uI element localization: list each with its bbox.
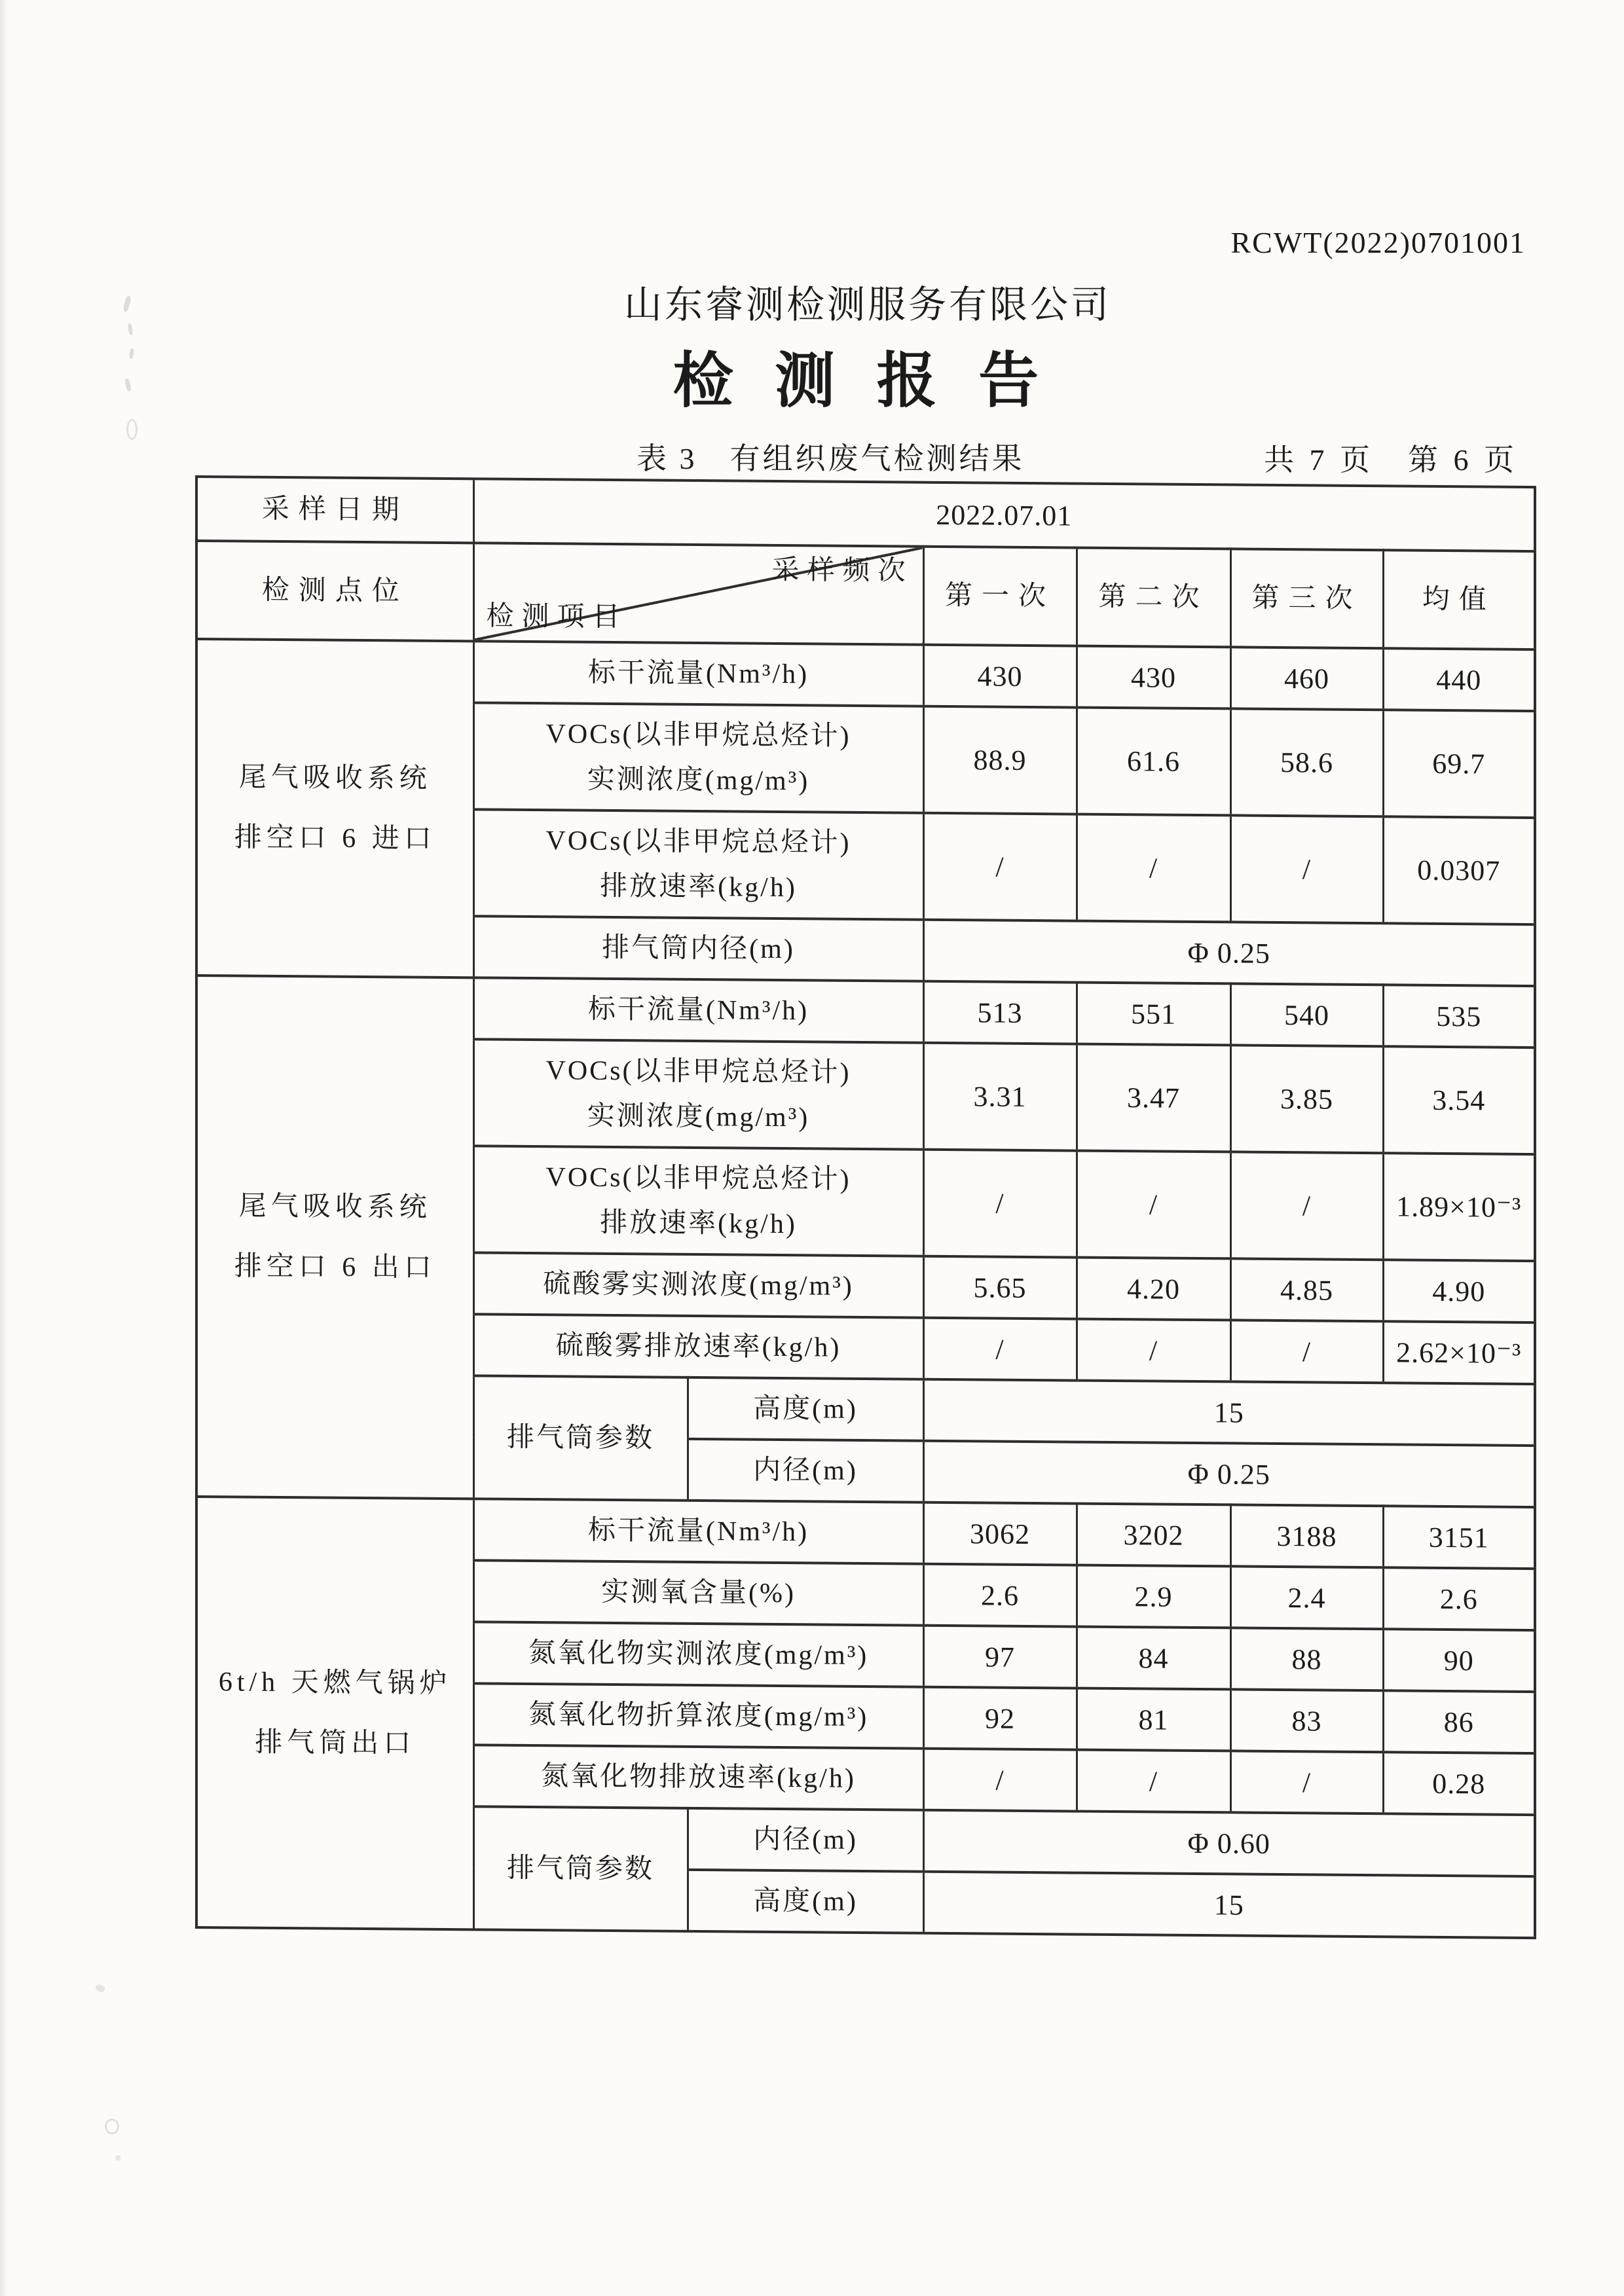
item-cell: 标干流量(Nm³/h) bbox=[473, 977, 923, 1042]
value-cell: 81 bbox=[1077, 1688, 1230, 1751]
results-table-wrap bbox=[195, 475, 1534, 1939]
value-cell: / bbox=[923, 813, 1077, 921]
col-header-second: 第二次 bbox=[1077, 548, 1230, 647]
company-name: 山东睿测检测服务有限公司 bbox=[623, 283, 1112, 326]
test-item-label: 检测项目 bbox=[486, 600, 628, 632]
item-cell: 氮氧化物排放速率(kg/h) bbox=[473, 1745, 923, 1810]
value-cell: / bbox=[1077, 1750, 1230, 1813]
value-cell: 88 bbox=[1230, 1628, 1383, 1690]
item-cell: 内径(m) bbox=[688, 1808, 923, 1872]
item-cell bbox=[473, 702, 923, 812]
stack-params-cell: 排气筒参数 bbox=[473, 1806, 688, 1931]
value-cell: / bbox=[923, 1749, 1077, 1812]
value-cell: 460 bbox=[1230, 647, 1383, 710]
value-cell-span: 15 bbox=[923, 1872, 1535, 1938]
item-line1: VOCs(以非甲烷总烃计) bbox=[545, 1055, 851, 1089]
scan-artifact bbox=[129, 348, 134, 359]
results-table bbox=[195, 475, 1536, 1939]
value-cell: 1.89×10⁻³ bbox=[1383, 1153, 1535, 1261]
value-cell: 97 bbox=[923, 1626, 1077, 1688]
value-cell: / bbox=[923, 1150, 1077, 1258]
value-cell: 3.31 bbox=[923, 1043, 1077, 1151]
item-cell bbox=[473, 1039, 923, 1149]
value-cell: 4.20 bbox=[1077, 1258, 1230, 1321]
item-cell: 标干流量(Nm³/h) bbox=[473, 641, 923, 706]
value-cell: 2.6 bbox=[923, 1564, 1077, 1627]
location-cell-inlet6 bbox=[196, 639, 473, 977]
value-cell: 3062 bbox=[923, 1503, 1077, 1565]
value-cell: 69.7 bbox=[1383, 710, 1535, 818]
value-cell: 0.0307 bbox=[1383, 816, 1535, 924]
item-line2: 实测浓度(mg/m³) bbox=[587, 1101, 810, 1133]
scan-artifact bbox=[115, 2155, 120, 2160]
value-cell: 4.90 bbox=[1383, 1260, 1535, 1322]
value-cell: 430 bbox=[923, 645, 1077, 708]
location-line1: 6t/h 天燃气锅炉 bbox=[218, 1666, 452, 1699]
value-cell: 61.6 bbox=[1077, 708, 1230, 816]
table-row bbox=[196, 1497, 1535, 1569]
value-cell: 83 bbox=[1230, 1689, 1383, 1752]
value-cell-span: Φ 0.25 bbox=[923, 1441, 1535, 1507]
report-title: 检 测 报 告 bbox=[673, 348, 1052, 414]
item-line2: 实测浓度(mg/m³) bbox=[587, 764, 810, 796]
sampling-date-value: 2022.07.01 bbox=[473, 479, 1535, 551]
item-cell: 硫酸雾排放速率(kg/h) bbox=[473, 1314, 923, 1379]
value-cell: 86 bbox=[1383, 1690, 1535, 1753]
col-header-average: 均值 bbox=[1383, 550, 1535, 649]
value-cell: 430 bbox=[1077, 646, 1230, 709]
scan-artifact bbox=[128, 323, 133, 336]
value-cell: / bbox=[1077, 814, 1230, 922]
location-line1: 尾气吸收系统 bbox=[238, 1191, 432, 1223]
item-cell: 内径(m) bbox=[688, 1439, 923, 1503]
value-cell: 3151 bbox=[1383, 1506, 1535, 1569]
item-cell: 实测氧含量(%) bbox=[473, 1560, 923, 1625]
value-cell: 2.62×10⁻³ bbox=[1383, 1321, 1535, 1384]
value-cell: 58.6 bbox=[1230, 708, 1383, 816]
report-number: RCWT(2022)0701001 bbox=[1230, 226, 1526, 259]
value-cell: 3.47 bbox=[1077, 1044, 1230, 1152]
value-cell: / bbox=[1230, 1320, 1383, 1383]
page-indicator: 共 7 页 第 6 页 bbox=[1264, 443, 1518, 477]
col-header-third: 第三次 bbox=[1230, 549, 1383, 648]
scan-artifact bbox=[126, 419, 138, 440]
value-cell: 3188 bbox=[1230, 1504, 1383, 1567]
scan-artifact bbox=[122, 295, 132, 312]
value-cell: 2.4 bbox=[1230, 1566, 1383, 1629]
value-cell: / bbox=[923, 1318, 1077, 1381]
table-row bbox=[196, 975, 1535, 1048]
item-line2: 排放速率(kg/h) bbox=[600, 1207, 797, 1239]
location-cell-outlet6 bbox=[196, 975, 473, 1499]
location-cell-boiler bbox=[196, 1497, 473, 1929]
value-cell-span: Φ 0.25 bbox=[923, 920, 1535, 986]
value-cell: / bbox=[1077, 1151, 1230, 1259]
value-cell: 535 bbox=[1383, 985, 1535, 1048]
item-cell: 排气筒内径(m) bbox=[473, 916, 923, 981]
location-line1: 尾气吸收系统 bbox=[238, 762, 432, 794]
location-line2: 排空口 6 出口 bbox=[234, 1251, 436, 1283]
item-cell: 氮氧化物实测浓度(mg/m³) bbox=[473, 1622, 923, 1686]
value-cell-span: 15 bbox=[923, 1379, 1535, 1446]
sampling-frequency-label: 采样频次 bbox=[771, 555, 913, 587]
value-cell: 3.54 bbox=[1383, 1046, 1535, 1154]
value-cell: 3202 bbox=[1077, 1504, 1230, 1567]
value-cell: 0.28 bbox=[1383, 1752, 1535, 1815]
col-header-first: 第一次 bbox=[923, 547, 1077, 646]
table-caption: 表 3 有组织废气检测结果 bbox=[637, 442, 1025, 475]
item-line2: 排放速率(kg/h) bbox=[600, 871, 797, 903]
value-cell: / bbox=[1230, 1751, 1383, 1813]
scan-artifact bbox=[95, 1984, 106, 1993]
item-line1: VOCs(以非甲烷总烃计) bbox=[545, 826, 851, 859]
table-row bbox=[196, 639, 1535, 711]
stack-params-cell: 排气筒参数 bbox=[473, 1376, 688, 1501]
item-line1: VOCs(以非甲烷总烃计) bbox=[545, 719, 851, 752]
item-line1: VOCs(以非甲烷总烃计) bbox=[545, 1162, 851, 1195]
item-cell: 高度(m) bbox=[688, 1870, 923, 1933]
table-row bbox=[196, 477, 1535, 551]
scan-edge-shade bbox=[0, 0, 8, 2296]
location-line2: 排气筒出口 bbox=[255, 1727, 416, 1759]
table-row bbox=[196, 541, 1535, 649]
value-cell: 3.85 bbox=[1230, 1045, 1383, 1153]
value-cell: / bbox=[1230, 815, 1383, 923]
value-cell: 90 bbox=[1383, 1629, 1535, 1692]
item-cell: 氮氧化物折算浓度(mg/m³) bbox=[473, 1683, 923, 1748]
value-cell: 88.9 bbox=[923, 706, 1077, 814]
value-cell: 2.6 bbox=[1383, 1567, 1535, 1630]
value-cell-span: Φ 0.60 bbox=[923, 1810, 1535, 1876]
sampling-date-label: 采样日期 bbox=[196, 477, 473, 543]
point-label-cell: 检测点位 bbox=[196, 541, 473, 641]
location-line2: 排空口 6 进口 bbox=[234, 822, 436, 854]
item-cell: 标干流量(Nm³/h) bbox=[473, 1499, 923, 1563]
value-cell: / bbox=[1230, 1152, 1383, 1260]
diagonal-header-cell bbox=[473, 543, 923, 644]
value-cell: 4.85 bbox=[1230, 1258, 1383, 1321]
item-cell bbox=[473, 809, 923, 919]
value-cell: 92 bbox=[923, 1687, 1077, 1750]
value-cell: 84 bbox=[1077, 1627, 1230, 1690]
item-cell bbox=[473, 1146, 923, 1256]
item-cell: 硫酸雾实测浓度(mg/m³) bbox=[473, 1252, 923, 1317]
item-cell: 高度(m) bbox=[688, 1377, 923, 1441]
value-cell: 540 bbox=[1230, 983, 1383, 1046]
value-cell: 440 bbox=[1383, 648, 1535, 711]
value-cell: 5.65 bbox=[923, 1256, 1077, 1319]
value-cell: / bbox=[1077, 1319, 1230, 1382]
scan-artifact bbox=[124, 378, 132, 392]
value-cell: 551 bbox=[1077, 983, 1230, 1046]
scan-artifact bbox=[105, 2119, 119, 2134]
value-cell: 513 bbox=[923, 981, 1077, 1044]
value-cell: 2.9 bbox=[1077, 1565, 1230, 1628]
